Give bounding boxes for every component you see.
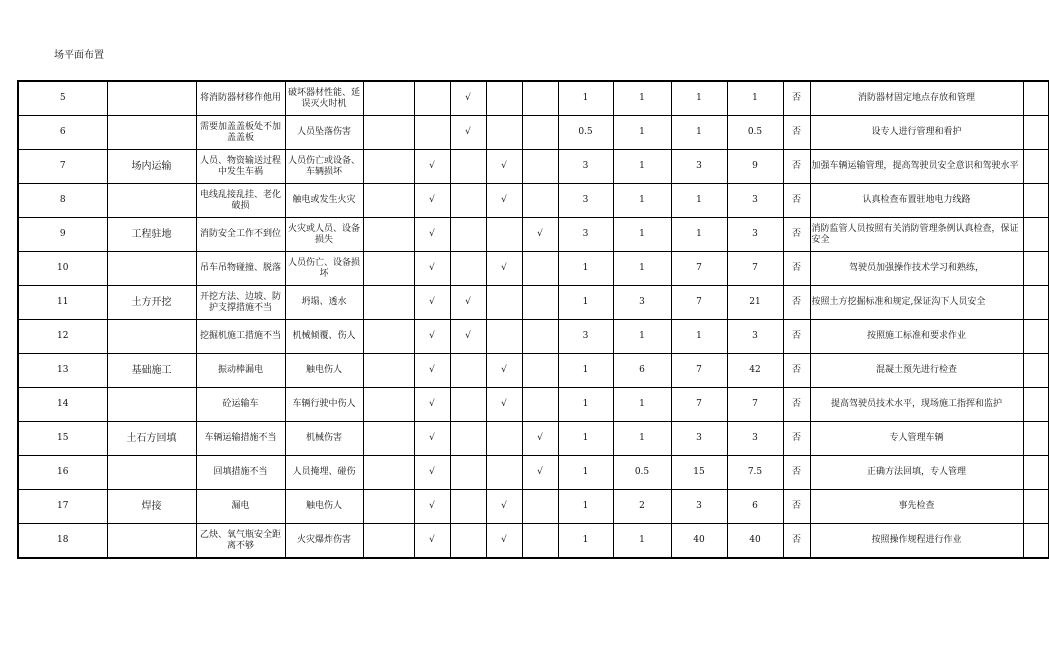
- remark-cell: [1023, 320, 1048, 354]
- hazard-cell: 火灾爆炸伤害: [285, 524, 363, 559]
- activity-cell: 电线乱接乱挂、老化破损: [196, 184, 285, 218]
- score-d: 0.5: [727, 116, 783, 150]
- activity-cell: 吊车吊物碰撞、脱落: [196, 252, 285, 286]
- remark-cell: [1023, 456, 1048, 490]
- check-cell: [450, 218, 486, 252]
- major-risk-cell: 否: [783, 81, 810, 116]
- control-measure: 提高驾驶员技术水平，现场施工指挥和监护: [810, 388, 1023, 422]
- major-risk-cell: 否: [783, 218, 810, 252]
- activity-cell: 人员、物资输送过程中发生车祸: [196, 150, 285, 184]
- row-number: 7: [18, 150, 107, 184]
- control-measure: 驾驶员加强操作技术学习和熟练，: [810, 252, 1023, 286]
- score-d: 1: [727, 81, 783, 116]
- check-cell: [450, 456, 486, 490]
- row-number: 17: [18, 490, 107, 524]
- row-number: 14: [18, 388, 107, 422]
- page-title: 场平面布置: [54, 50, 104, 61]
- score-e: 6: [613, 354, 671, 388]
- control-measure: 专人管理车辆: [810, 422, 1023, 456]
- activity-cell: 将消防器材移作他用: [196, 81, 285, 116]
- hazard-cell: 人员伤亡、设备损坏: [285, 252, 363, 286]
- activity-cell: 乙炔、氧气瓶安全距离不够: [196, 524, 285, 559]
- score-e: 2: [613, 490, 671, 524]
- score-c: 7: [671, 286, 727, 320]
- activity-cell: 消防安全工作不到位: [196, 218, 285, 252]
- row-number: 18: [18, 524, 107, 559]
- table-row: [18, 422, 1048, 456]
- remark-cell: [1023, 354, 1048, 388]
- check-cell: [486, 422, 522, 456]
- hazard-cell: 人员坠落伤害: [285, 116, 363, 150]
- score-d: 42: [727, 354, 783, 388]
- control-measure: 正确方法回填，专人管理: [810, 456, 1023, 490]
- work-category: 场内运输: [107, 150, 196, 184]
- control-measure: 按照施工标准和要求作业: [810, 320, 1023, 354]
- check-cell: [363, 388, 414, 422]
- remark-cell: [1023, 218, 1048, 252]
- check-cell: [486, 320, 522, 354]
- score-l: 1: [558, 252, 613, 286]
- control-measure: 混凝土预先进行检查: [810, 354, 1023, 388]
- remark-cell: [1023, 184, 1048, 218]
- score-c: 15: [671, 456, 727, 490]
- control-measure: 按照操作规程进行作业: [810, 524, 1023, 559]
- major-risk-cell: 否: [783, 320, 810, 354]
- score-d: 40: [727, 524, 783, 559]
- score-c: 7: [671, 252, 727, 286]
- check-cell: [414, 81, 450, 116]
- check-cell: [522, 524, 558, 559]
- control-measure: 按照土方挖掘标准和规定,保证沟下人员安全: [810, 286, 1023, 320]
- score-d: 7: [727, 388, 783, 422]
- hazard-cell: 人员伤亡或设备、车辆损坏: [285, 150, 363, 184]
- score-d: 6: [727, 490, 783, 524]
- work-category: [107, 456, 196, 490]
- hazard-cell: 机械伤害: [285, 422, 363, 456]
- score-c: 1: [671, 218, 727, 252]
- check-cell: √: [486, 252, 522, 286]
- score-l: 3: [558, 150, 613, 184]
- major-risk-cell: 否: [783, 150, 810, 184]
- check-cell: √: [522, 456, 558, 490]
- remark-cell: [1023, 524, 1048, 559]
- score-d: 7: [727, 252, 783, 286]
- activity-cell: 回填措施不当: [196, 456, 285, 490]
- score-c: 1: [671, 320, 727, 354]
- check-cell: [450, 252, 486, 286]
- hazard-cell: 火灾或人员、设备损失: [285, 218, 363, 252]
- work-category: 焊接: [107, 490, 196, 524]
- work-category: 工程驻地: [107, 218, 196, 252]
- table-row: [18, 218, 1048, 252]
- table-row: [18, 490, 1048, 524]
- check-cell: √: [414, 388, 450, 422]
- table-row: [18, 286, 1048, 320]
- score-l: 1: [558, 422, 613, 456]
- score-l: 1: [558, 286, 613, 320]
- work-category: [107, 81, 196, 116]
- remark-cell: [1023, 116, 1048, 150]
- check-cell: √: [486, 490, 522, 524]
- check-cell: [414, 116, 450, 150]
- table-row: [18, 252, 1048, 286]
- check-cell: [486, 81, 522, 116]
- check-cell: [486, 456, 522, 490]
- check-cell: [522, 81, 558, 116]
- check-cell: [486, 218, 522, 252]
- check-cell: √: [450, 81, 486, 116]
- hazard-cell: 触电或发生火灾: [285, 184, 363, 218]
- remark-cell: [1023, 286, 1048, 320]
- score-e: 1: [613, 320, 671, 354]
- check-cell: [363, 184, 414, 218]
- major-risk-cell: 否: [783, 490, 810, 524]
- work-category: 土方开挖: [107, 286, 196, 320]
- hazard-cell: 坍塌、透水: [285, 286, 363, 320]
- major-risk-cell: 否: [783, 184, 810, 218]
- check-cell: [363, 456, 414, 490]
- check-cell: [363, 150, 414, 184]
- score-l: 3: [558, 184, 613, 218]
- check-cell: √: [450, 320, 486, 354]
- work-category: 基础施工: [107, 354, 196, 388]
- activity-cell: 开挖方法、边坡、防护支撑措施不当: [196, 286, 285, 320]
- check-cell: [363, 422, 414, 456]
- check-cell: [363, 218, 414, 252]
- check-cell: [450, 354, 486, 388]
- row-number: 11: [18, 286, 107, 320]
- check-cell: [450, 150, 486, 184]
- remark-cell: [1023, 81, 1048, 116]
- row-number: 5: [18, 81, 107, 116]
- check-cell: [522, 116, 558, 150]
- score-e: 1: [613, 524, 671, 559]
- score-c: 7: [671, 388, 727, 422]
- check-cell: [363, 524, 414, 559]
- activity-cell: 挖掘机施工措施不当: [196, 320, 285, 354]
- score-e: 1: [613, 81, 671, 116]
- score-c: 3: [671, 150, 727, 184]
- score-l: 1: [558, 81, 613, 116]
- major-risk-cell: 否: [783, 388, 810, 422]
- check-cell: [522, 184, 558, 218]
- check-cell: √: [450, 286, 486, 320]
- table-row: [18, 81, 1048, 116]
- score-e: 0.5: [613, 456, 671, 490]
- remark-cell: [1023, 150, 1048, 184]
- control-measure: 消防器材固定地点存放和管理: [810, 81, 1023, 116]
- remark-cell: [1023, 252, 1048, 286]
- check-cell: √: [414, 184, 450, 218]
- table-row: [18, 150, 1048, 184]
- check-cell: [363, 354, 414, 388]
- check-cell: √: [486, 354, 522, 388]
- check-cell: [522, 286, 558, 320]
- check-cell: √: [486, 388, 522, 422]
- score-c: 3: [671, 422, 727, 456]
- check-cell: √: [486, 184, 522, 218]
- score-e: 1: [613, 218, 671, 252]
- check-cell: [450, 490, 486, 524]
- check-cell: √: [414, 320, 450, 354]
- check-cell: √: [414, 286, 450, 320]
- check-cell: [486, 286, 522, 320]
- check-cell: [450, 388, 486, 422]
- check-cell: √: [414, 252, 450, 286]
- check-cell: [486, 116, 522, 150]
- control-measure: 加强车辆运输管理，提高驾驶员安全意识和驾驶水平: [810, 150, 1023, 184]
- check-cell: √: [414, 490, 450, 524]
- check-cell: [363, 81, 414, 116]
- hazard-cell: 破坏器材性能、延误灭火时机: [285, 81, 363, 116]
- score-l: 1: [558, 490, 613, 524]
- row-number: 13: [18, 354, 107, 388]
- control-measure: 设专人进行管理和看护: [810, 116, 1023, 150]
- check-cell: [363, 116, 414, 150]
- score-e: 1: [613, 252, 671, 286]
- check-cell: [522, 320, 558, 354]
- major-risk-cell: 否: [783, 286, 810, 320]
- activity-cell: 需要加盖盖板处不加盖盖板: [196, 116, 285, 150]
- score-e: 1: [613, 116, 671, 150]
- row-number: 6: [18, 116, 107, 150]
- check-cell: √: [486, 150, 522, 184]
- table-row: [18, 320, 1048, 354]
- check-cell: √: [414, 150, 450, 184]
- score-l: 1: [558, 388, 613, 422]
- row-number: 16: [18, 456, 107, 490]
- score-e: 1: [613, 388, 671, 422]
- check-cell: √: [414, 456, 450, 490]
- table-row: [18, 116, 1048, 150]
- score-l: 0.5: [558, 116, 613, 150]
- check-cell: [522, 150, 558, 184]
- check-cell: [363, 320, 414, 354]
- hazard-cell: 触电伤人: [285, 354, 363, 388]
- remark-cell: [1023, 422, 1048, 456]
- check-cell: [450, 422, 486, 456]
- check-cell: √: [522, 218, 558, 252]
- major-risk-cell: 否: [783, 252, 810, 286]
- check-cell: [363, 490, 414, 524]
- table-row: [18, 456, 1048, 490]
- row-number: 10: [18, 252, 107, 286]
- score-c: 1: [671, 81, 727, 116]
- hazard-cell: 机械倾覆、伤人: [285, 320, 363, 354]
- work-category: 土石方回填: [107, 422, 196, 456]
- score-e: 1: [613, 150, 671, 184]
- check-cell: √: [414, 422, 450, 456]
- score-d: 3: [727, 184, 783, 218]
- check-cell: √: [522, 422, 558, 456]
- work-category: [107, 116, 196, 150]
- major-risk-cell: 否: [783, 354, 810, 388]
- remark-cell: [1023, 388, 1048, 422]
- table-row: [18, 184, 1048, 218]
- score-d: 7.5: [727, 456, 783, 490]
- control-measure: 认真检查布置驻地电力线路: [810, 184, 1023, 218]
- row-number: 15: [18, 422, 107, 456]
- table-row: [18, 524, 1048, 559]
- remark-cell: [1023, 490, 1048, 524]
- score-d: 9: [727, 150, 783, 184]
- check-cell: √: [486, 524, 522, 559]
- work-category: [107, 184, 196, 218]
- major-risk-cell: 否: [783, 524, 810, 559]
- check-cell: [363, 286, 414, 320]
- score-c: 1: [671, 116, 727, 150]
- check-cell: [522, 388, 558, 422]
- score-c: 1: [671, 184, 727, 218]
- row-number: 12: [18, 320, 107, 354]
- major-risk-cell: 否: [783, 422, 810, 456]
- check-cell: [450, 184, 486, 218]
- table-row: [18, 388, 1048, 422]
- check-cell: √: [414, 354, 450, 388]
- score-c: 3: [671, 490, 727, 524]
- work-category: [107, 388, 196, 422]
- score-d: 3: [727, 218, 783, 252]
- risk-assessment-table: [17, 80, 1049, 559]
- activity-cell: 漏电: [196, 490, 285, 524]
- score-e: 1: [613, 184, 671, 218]
- work-category: [107, 252, 196, 286]
- score-c: 7: [671, 354, 727, 388]
- control-measure: 事先检查: [810, 490, 1023, 524]
- hazard-cell: 车辆行驶中伤人: [285, 388, 363, 422]
- score-e: 3: [613, 286, 671, 320]
- check-cell: [522, 490, 558, 524]
- major-risk-cell: 否: [783, 456, 810, 490]
- hazard-cell: 触电伤人: [285, 490, 363, 524]
- activity-cell: 振动棒漏电: [196, 354, 285, 388]
- activity-cell: 车辆运输措施不当: [196, 422, 285, 456]
- check-cell: [450, 524, 486, 559]
- activity-cell: 砼运输车: [196, 388, 285, 422]
- score-l: 1: [558, 524, 613, 559]
- score-c: 40: [671, 524, 727, 559]
- check-cell: √: [414, 218, 450, 252]
- score-d: 21: [727, 286, 783, 320]
- table-row: [18, 354, 1048, 388]
- check-cell: [363, 252, 414, 286]
- check-cell: √: [414, 524, 450, 559]
- row-number: 9: [18, 218, 107, 252]
- score-l: 3: [558, 218, 613, 252]
- check-cell: [522, 252, 558, 286]
- control-measure: 消防监管人员按照有关消防管理条例认真检查，保证安全: [810, 218, 1023, 252]
- work-category: [107, 524, 196, 559]
- check-cell: √: [450, 116, 486, 150]
- score-l: 3: [558, 320, 613, 354]
- score-l: 1: [558, 354, 613, 388]
- hazard-cell: 人员掩埋、碰伤: [285, 456, 363, 490]
- score-e: 1: [613, 422, 671, 456]
- row-number: 8: [18, 184, 107, 218]
- score-d: 3: [727, 422, 783, 456]
- score-d: 3: [727, 320, 783, 354]
- score-l: 1: [558, 456, 613, 490]
- check-cell: [522, 354, 558, 388]
- major-risk-cell: 否: [783, 116, 810, 150]
- work-category: [107, 320, 196, 354]
